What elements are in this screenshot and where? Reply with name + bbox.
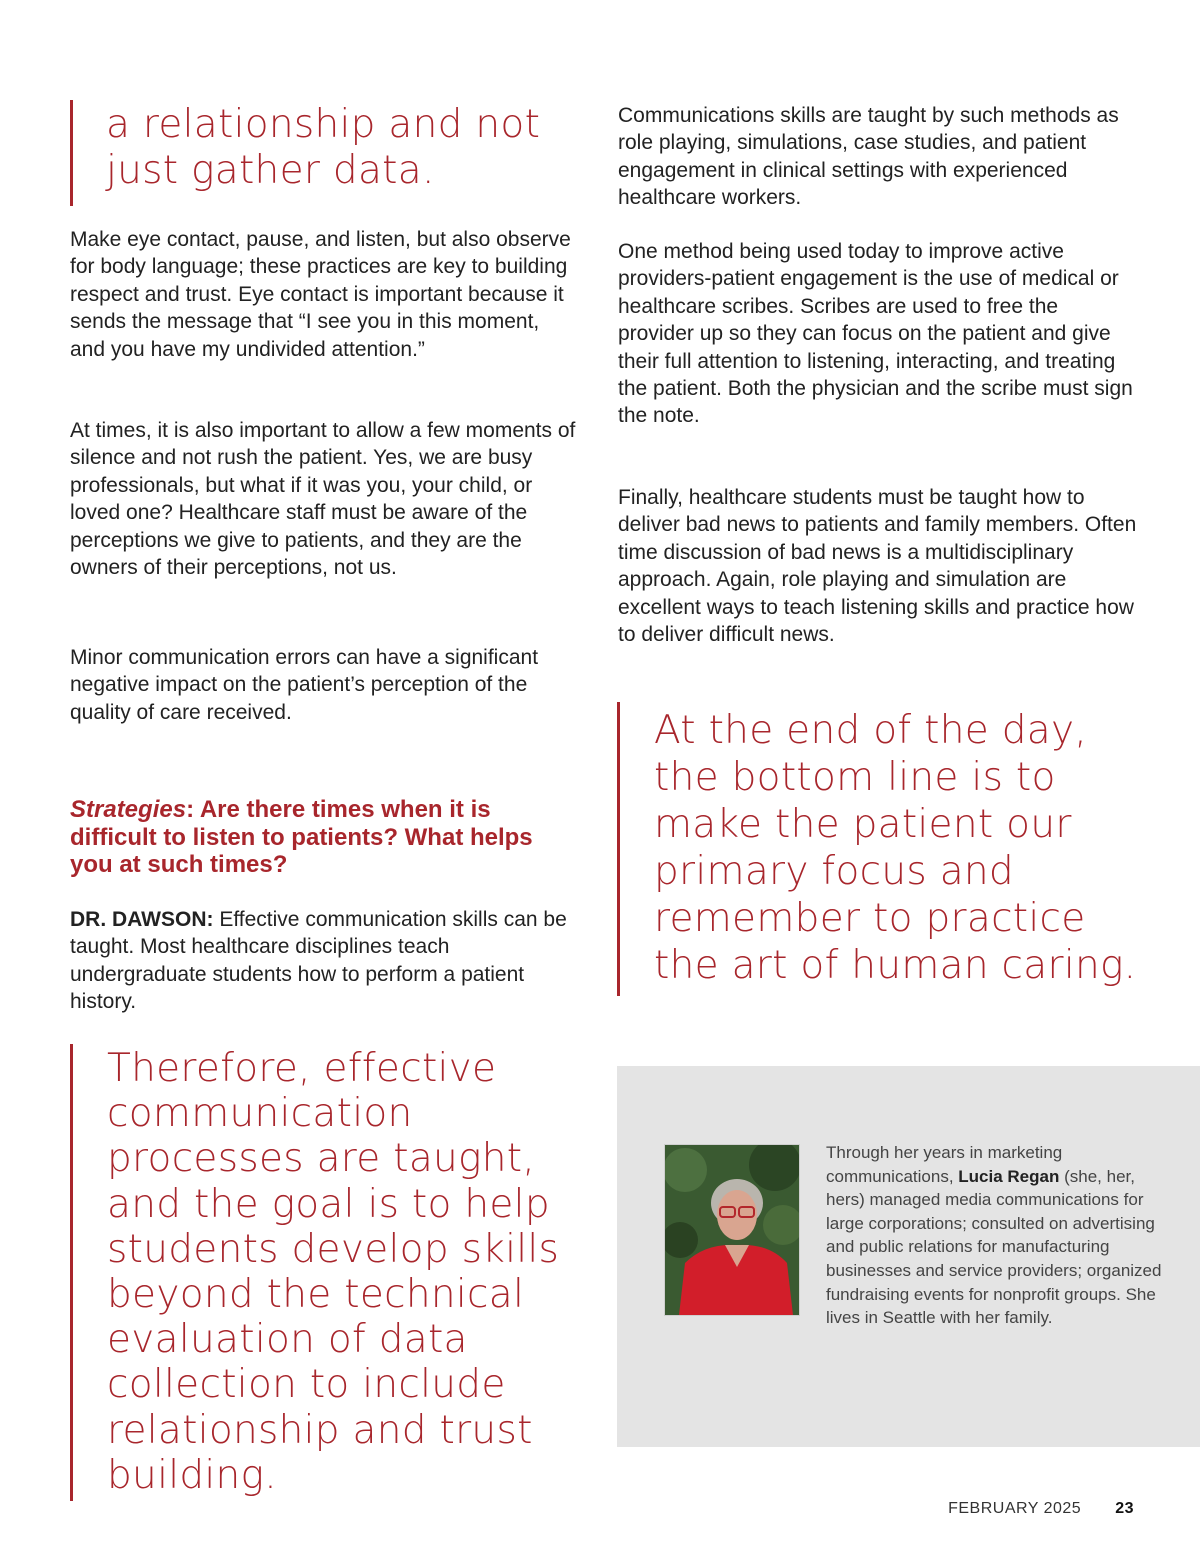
pull-quote-right-text: At the end of the day, the bottom line is to make the patient our primary focus and remember to practice the art of human caring.: [654, 708, 1137, 988]
portrait-illustration: [665, 1145, 799, 1315]
pull-quote-right: [617, 702, 1157, 996]
body-paragraph: Communications skills are taught by such methods as role playing, simulations, case studies, and patient engagement in clinical settings with experienced healthcare workers.: [618, 104, 1119, 210]
bio-rest: (she, her, hers) managed media communications for large corporations; consulted on advertising and public relations for manufacturing businesses and service providers; organized fundraising events for nonprofit groups. She lives in Seattle with her family.: [826, 1166, 1162, 1328]
page-number: 23: [1115, 1500, 1134, 1517]
body-paragraph: Make eye contact, pause, and listen, but also observe for body language; these practices are key to building respect and trust. Eye contact is important because it sends the message that “I see you in this moment, and you have my undivided attention.”: [70, 228, 571, 361]
answer-text: Effective communication skills can be taught. Most healthcare disciplines teach undergraduate students how to perform a patient history.: [70, 908, 567, 1014]
body-paragraph: Finally, healthcare students must be taught how to deliver bad news to patients and family members. Often time discussion of bad news is a multidisciplinary approach. Again, role playing and simulation are excellent ways to teach listening skills and practice how to deliver difficult news.: [618, 486, 1137, 647]
author-bio-box: [617, 1066, 1200, 1447]
body-paragraph: One method being used today to improve active providers-patient engagement is the use of medical or healthcare scribes. Scribes are used to free the provider up so they can focus on the patient and give their full attention to listening, interacting, and treating the patient. Both the physician and the scribe must sign the note.: [618, 240, 1133, 428]
question-text: : Are there times when it is difficult to listen to patients? What helps you at such times?: [70, 796, 533, 878]
question-heading: [70, 796, 570, 879]
author-portrait-photo: [664, 1144, 800, 1316]
pull-quote-bottom-text: Therefore, effective communication processes are taught, and the goal is to help students develop skills beyond the technical evaluation of data collection to include relationship and trust building.: [107, 1046, 560, 1498]
pull-quote-top-text: a relationship and not just gather data.: [106, 102, 541, 193]
answer-paragraph: [70, 906, 580, 1016]
bio-intro: Through her years in marketing communications,: [826, 1143, 1063, 1186]
pull-quote-bottom: [70, 1044, 570, 1501]
bio-text: [826, 1141, 1166, 1330]
speaker-name: DR. DAWSON:: [70, 908, 214, 931]
body-paragraph: Minor communication errors can have a significant negative impact on the patient’s perception of the quality of care received.: [70, 646, 539, 724]
author-name: Lucia Regan: [958, 1166, 1060, 1186]
pull-quote-top: [70, 100, 560, 206]
body-paragraph: At times, it is also important to allow a few moments of silence and not rush the patient. Yes, we are busy professionals, but what if it was you, your child, or loved one? Healthcare staff must be aware of the perceptions we give to patients, and they are the owners of their perceptions, not us.: [70, 419, 576, 580]
question-label: Strategies: [70, 796, 187, 823]
issue-date: FEBRUARY 2025: [948, 1500, 1082, 1517]
page-footer: [948, 1500, 1134, 1518]
